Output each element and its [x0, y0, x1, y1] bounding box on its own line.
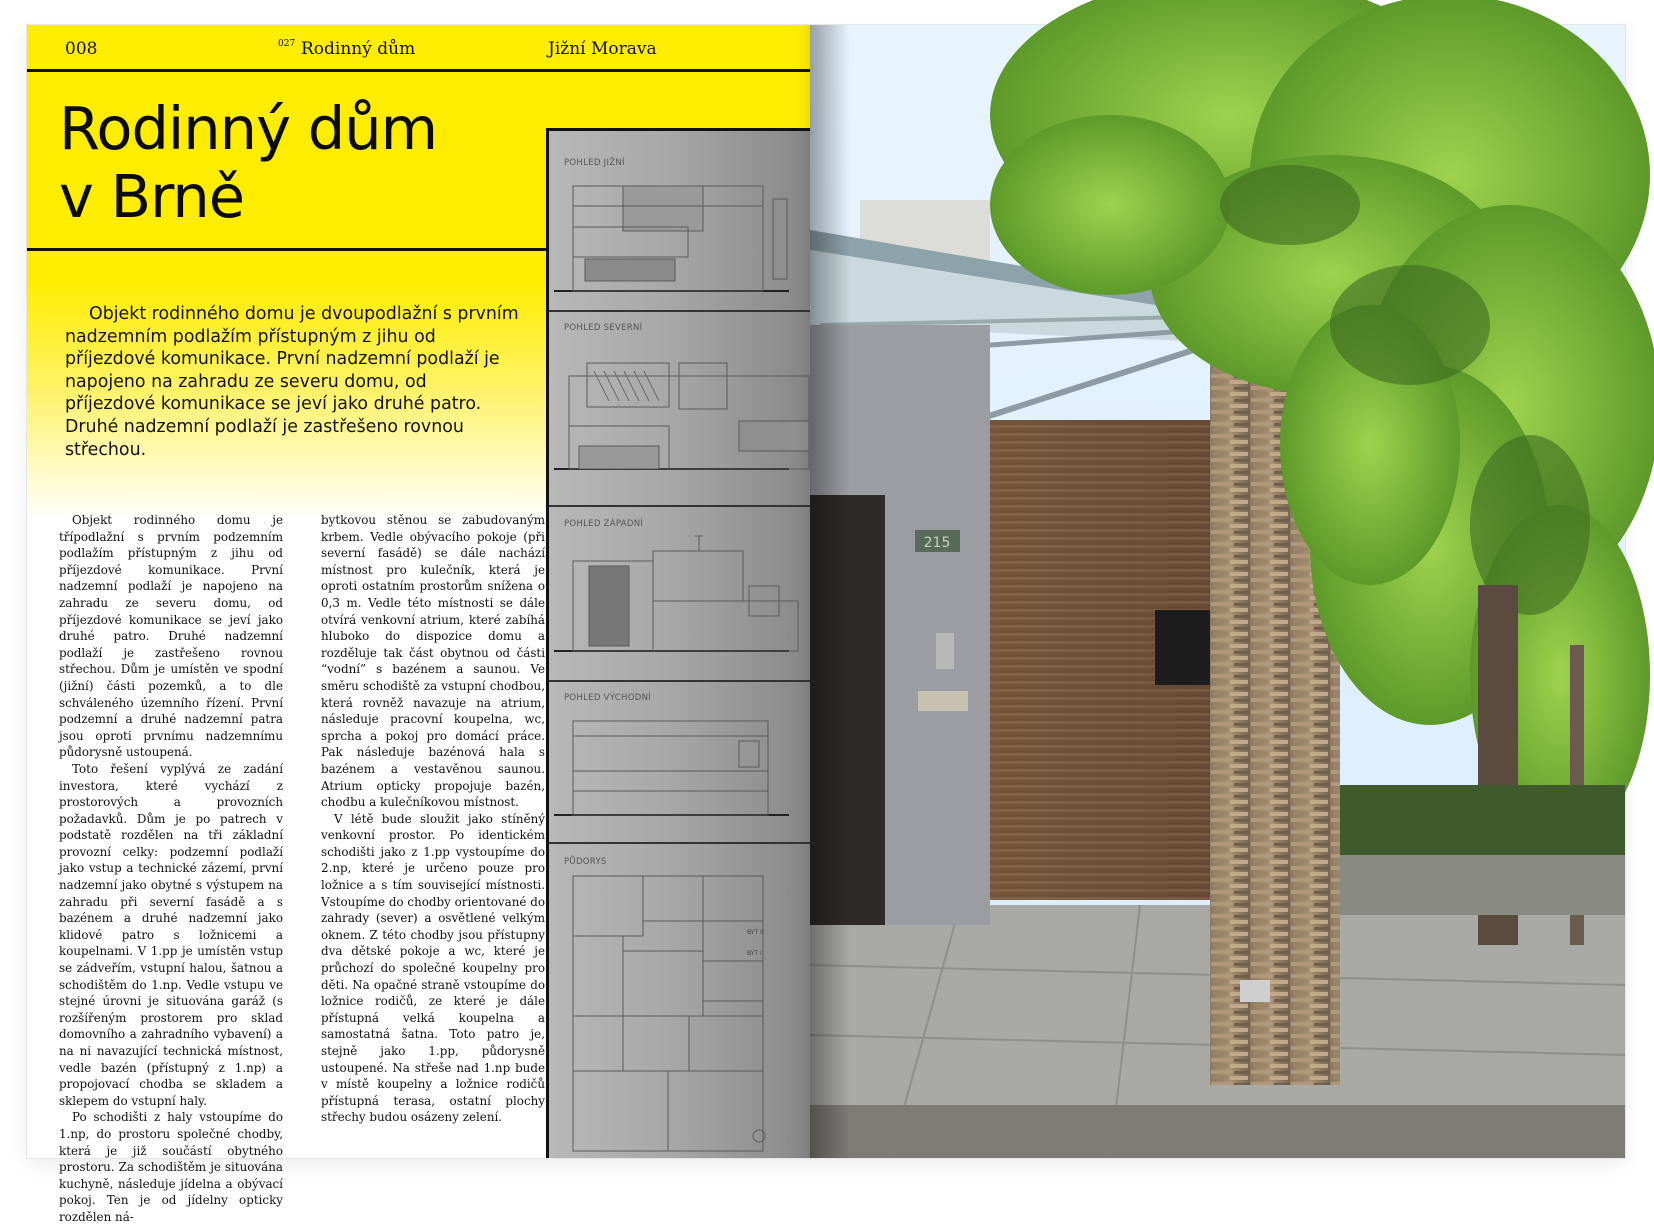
header-rule: [27, 69, 842, 72]
lead-text: Objekt rodinného domu je dvoupodlažní s prvním nadzemním podlažím přístupným z jihu od příjezdové komunikace. První nadzemní podlaží je napojeno na zahradu ze severu domu, od příjezdové komunikace se jeví jako druhé patro. Druhé nadzemní podlaží je zastřešeno rovnou střechou.: [65, 304, 519, 460]
title-rule: [27, 248, 577, 251]
house-entrance-photo: [810, 25, 1625, 1158]
paragraph: Po schodišti z haly vstoupíme do 1.np, do prostoru společné chodby, která je již součástí obytného prostoru. Za schodištěm je situována kuchyně, následuje jídelna a obývací pokoj. Ten je od jídelny opticky rozdělen ná-: [59, 1110, 283, 1224]
drawing-label-north: POHLED SEVERNÍ: [564, 323, 643, 333]
paragraph: Objekt rodinného domu je třípodlažní s prvním podzemním podlažím přístupným z jihu od příjezdové komunikace. První nadzemní podlaží je napojeno na zahradu ze severu domu, od příjezdové komunikace se jeví jako druhé patro. Druhé nadzemní podlaží je zastřešeno rovnou střechou. Dům je umístěn ve spodní (jižní) části pozemků, a to dle schváleného územního řízení. První podzemní a druhé nadzemní patra jsou oproti prvnímu nadzemnímu půdorysně ustoupená.: [59, 513, 283, 760]
drawing-label-east: POHLED VÝCHODNÍ: [564, 693, 652, 703]
plan-label-byt2: BYT II: [747, 929, 764, 936]
gutter-shadow: [810, 25, 850, 1158]
title-line-2: v Brně: [59, 162, 245, 231]
paragraph: V létě bude sloužit jako stíněný venkovní prostor. Po identickém schodišti jako z 1.pp vystoupíme do 2.np, které je určeno pouze pro ložnice a s tím související místnosti. Vstoupíme do chodby orientované do zahrady (sever) a osvětlené velkým oknem. Z této chodby jsou přístupny dva dětské pokoje a wc, které je průchozí do společné koupelny pro děti. Na opačné straně vstoupíme do ložnice rodičů, ze které je dále přístupná velká koupelna a samostatná šatna. Toto patro je, stejně jako 1.pp, půdorysně ustoupené. Na střeše nad 1.np bude v místě koupelny a ložnice rodičů přístupná terasa, ostatní plochy střechy budou osázeny zelení.: [321, 811, 545, 1125]
region-label: Jižní Morava: [548, 39, 657, 59]
photo-page: [810, 25, 1625, 1158]
plan-label-byt1: BYT I: [747, 950, 762, 957]
running-header: [27, 25, 842, 70]
title-line-1: Rodinný dům: [59, 94, 438, 163]
intercom-panel: [936, 633, 954, 669]
section-title: Rodinný dům: [301, 39, 416, 59]
house-number: 215: [923, 535, 951, 551]
drawing-label-south: POHLED JIŽNÍ: [564, 158, 625, 168]
paragraph: Toto řešení vyplývá ze zadání investora, které vychází z prostorových a provozních požadavků. Dům je po patrech v podstatě rozdělen na tři základní provozní celky: podzemní podlaží jako vstup a technické zázemí, první nadzemní jako obytné s výstupem na zahradu při severní fasádě a s bazénem a druhé nadzemní jako klidové patro s ložnicemi a koupelnami. V 1.pp je umístěn vstup se zádveřím, vstupní halou, šatnou a schodištěm do 1.np. Vedle vstupu ve stejné úrovni je situována garáž (s rozšířeným prostorem pro sklad domovního a zahradního vybavení) a na ni navazující technická místnost, vedle bazén (přístupný z 1.np) a propojovací chodba se skladem a sklepem do vstupní haly.: [59, 761, 283, 1108]
paragraph: bytkovou stěnou se zabudovaným krbem. Vedle obývacího pokoje (při severní fasádě) se dále nachází místnost pro kulečník, která je oproti ostatním prostorům snížena o 0,3 m. Vedle této místnosti se dále otvírá venkovní atrium, které zabíhá hluboko do dispozice domu a rozděluje tak část obytnou od části “vodní” s bazénem a saunou. Ve směru schodiště za vstupní chodbou, která rovněž navazuje na atrium, následuje pracovní koupelna, wc, sprcha a pokoj pro domácí práce. Pak následuje bazénová hala s bazénem a vestavěnou saunou. Atrium opticky propojuje bazén, chodbu a kulečníkovou místnost.: [321, 513, 545, 810]
section-number: 027: [278, 39, 296, 49]
magazine-spread: [27, 25, 1625, 1224]
column-2: [321, 512, 545, 1126]
column-1: [59, 512, 283, 1226]
left-page: [27, 25, 842, 1224]
page-number: 008: [65, 39, 98, 59]
drawing-label-west: POHLED ZÁPADNÍ: [564, 519, 644, 529]
lead-paragraph: [65, 303, 520, 461]
drawing-label-plan: PŮDORYS: [564, 857, 607, 867]
article-title: [59, 95, 559, 231]
mailbox: [918, 691, 968, 711]
